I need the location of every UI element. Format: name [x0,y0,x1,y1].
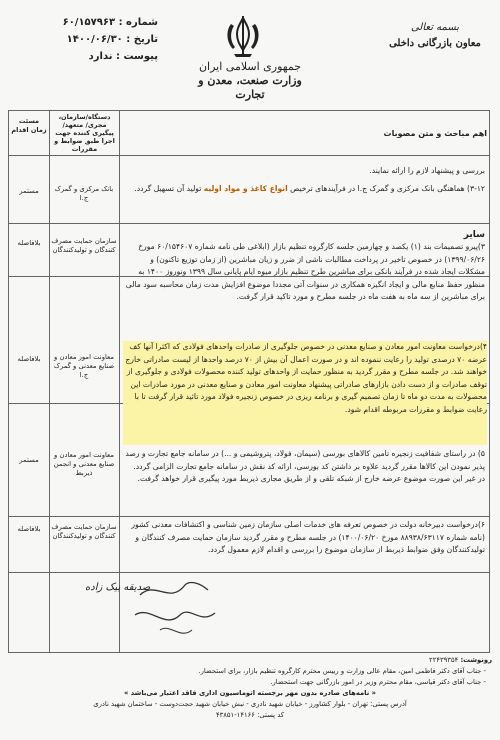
resolutions-table [8,110,490,653]
validity-notice: « نامه‌های صادره بدون مهر برجسته اتوماسیون اداری فاقد اعتبار می‌باشد » [123,689,377,697]
item-5-text: ۵) در راستای شفافیت زنجیره تامین کالاهای بورسی (سیمان، فولاد، پتروشیمی و ...) در سامانه جامع تجارت و رصد پذیر نمودن این کالاها مقرر گردید علاوه بر داشتن کد بورسی، ارائه کد نقش در سامانه جامع تجارت الزامی گردد. در غیر این صورت موضوع عرضه خارج از شبکه تلقی و از طریق مجاری ذیربط مورد پیگیری قرار خواهد گرفت. [125,449,485,484]
basmala: بسمه تعالی [410,22,460,33]
copy-line: رونوشت: ۲۲۴۳۹۳۵۴ [429,656,492,664]
item-4-text: ۴)درخواست معاونت امور معادن و صنایع معدنی در خصوص جلوگیری از صادرات واحدهای فولادی که اکثرا آنها کف عرضه ۷۰ درصدی تولید را رعایت ننموده اند و در صورت اعمال آن بیش از ۷۰ درصد واحدها از لیست صادراتی خارج خواهند شد. در جلسه مطرح و مقرر گردید به منظور حمایت از واحدهای تولید کننده محصولات فولادی و جلوگیری از توقف صادرات و از دست دادن بازارهای صادراتی پیشنهاد معاونت امور معادن و صنایع معدنی در مورد صادرات این محصولات به مدت دو ماه تا زمان تصمیم گیری و برنامه ریزی در خصوص زنجیره فولاد مورد تائید قرار گرفت تا با رعایت ضوابط و مقررات مربوطه اقدام شود. [123,341,487,445]
number-line: شماره : ۶۰/۱۵۷۹۶۳ [62,17,158,28]
item-3-12-deadline: مستمر [19,187,39,195]
header-agency: دستگاه/سازمان، مجری/ متعهد/ پیگیری کننده جهت اجرا طبق ضوابط و مقررات [54,113,115,153]
postal-address: آدرس پستی: تهران - بلوار کشاورز - خیابان شهید نادری - نبش خیابان شهید حجت‌دوست - ساختمان شهید نادری [93,700,407,708]
copy-recipient-2: - جناب آقای دکتر قیاسی، مقام محترم وزیر در امور بازرگانی جهت استحضار. [270,678,486,686]
item-6-agency: سازمان حمایت مصرف کنندگان و تولیدکنندگان [51,523,117,540]
item-3-12-highlight: انواع کاغذ و مواد اولیه [203,184,288,193]
deputy-title: معاون بازرگانی داخلی [389,38,481,49]
letter-meta [8,14,158,65]
letter-number: ۶۰/۱۵۷۹۶۳ [62,17,116,28]
item-6-text: ۶)درخواست دبیرخانه دولت در خصوص تعرفه های خدمات اصلی سازمان زمین شناسی و اکتشافات معدنی کشور (نامه شماره ۸۸۹۳۸/۶۳۱۱۷ مورخ ۱۴۰۰/۰۶/۲۰) در جلسه مطرح و مقرر گردید سازمان حمایت مصرف کنندگان و تولیدکنندگان وفق ضوابط ذیربط از سازمان موضوع را بررسی و اقدام لازم معمول گردد. [131,520,485,555]
item-3-12-text: ۳-۱۲) هماهنگی بانک مرکزی و گمرک ج.ا در فرآیندهای ترخیص انواع کاغذ و مواد اولیه تولید آن تسهیل گردد. [134,184,485,193]
item-3-12-agency: بانک مرکزی و گمرک ج.ا [54,185,114,202]
item-3-deadline: بلافاصله [17,239,41,247]
item-4-agency: معاونت امور معادن و صنایع معدنی و گمرک ج.ا [53,353,115,379]
date-line: تاریخ : ۱۴۰۰/۰۶/۳۰ [66,34,158,45]
letter-date: ۱۴۰۰/۰۶/۳۰ [66,34,123,45]
item-4-deadline: بلافاصله [17,355,41,363]
header-main: اهم مباحث و متن مصوبات [383,129,487,138]
iran-emblem-icon [220,14,266,60]
item-6-deadline: بلافاصله [17,525,41,533]
item-5-agency: معاونت امور معادن و صنایع معدنی و انجمن ذیربط [53,451,115,477]
section-other: سایر [463,230,485,240]
ministry-title: جمهوری اسلامی ایران وزارت صنعت، معدن و تجارت [198,60,302,101]
signer-name: صدیقه بیک زاده [85,582,151,593]
item-5-deadline: مستمر [19,456,39,464]
item-3-text: ۳)پیرو تصمیمات بند (۱) یکصد و چهارمین جلسه کارگروه تنظیم بازار (ابلاغی طی نامه شماره ۶۰/۱۵۴۶۰۷ مورخ ۱۳۹۹/۰۶/۲۶) در خصوص تاخیر در پرداخت مطالبات ناشی از ضرر و زیان مباشرین (از زمان توزیع تاکنون) و مشکلات ایجاد شده در فرآیند بانکی برای مباشرین طرح تنظیم بازار میوه ایام پایانی سال ۱۳۹۹ ونوروز ۱۴۰۰ به منظور حفظ منابع مالی و ایجاد انگیزه همکاری در سنوات آتی مجددا موضوع افزایش مدت زمان محاسبه سود مالی برای مباشرین از سه ماه به هفت ماه در جلسه مطرح و مورد تاکید قرار گرفت. [125,242,485,302]
attachment-line: پیوست : ندارد [88,51,158,62]
intro-text: بررسی و پیشنهاد لازم را ارائه نمایند. [369,166,485,175]
copy-number: ۲۲۴۳۹۳۵۴ [429,656,459,664]
header-deadline: مسئت زمان اقدام [11,117,47,134]
copy-recipient-1: - جناب آقای دکتر فاطمی امین، مقام عالی وزارت و رییس محترم کارگروه تنظیم بازار، برای استحضار. [198,667,486,675]
letter-footer [8,655,492,721]
item-3-agency: سازمان حمایت مصرف کنندگان و تولیدکنندگان [51,237,117,254]
deputy-header [380,20,490,52]
letter-attachment: ندارد [88,51,113,62]
postal-code: کد پستی: ۱۴۱۶۶-۴۳۸۵۱ [215,711,285,719]
